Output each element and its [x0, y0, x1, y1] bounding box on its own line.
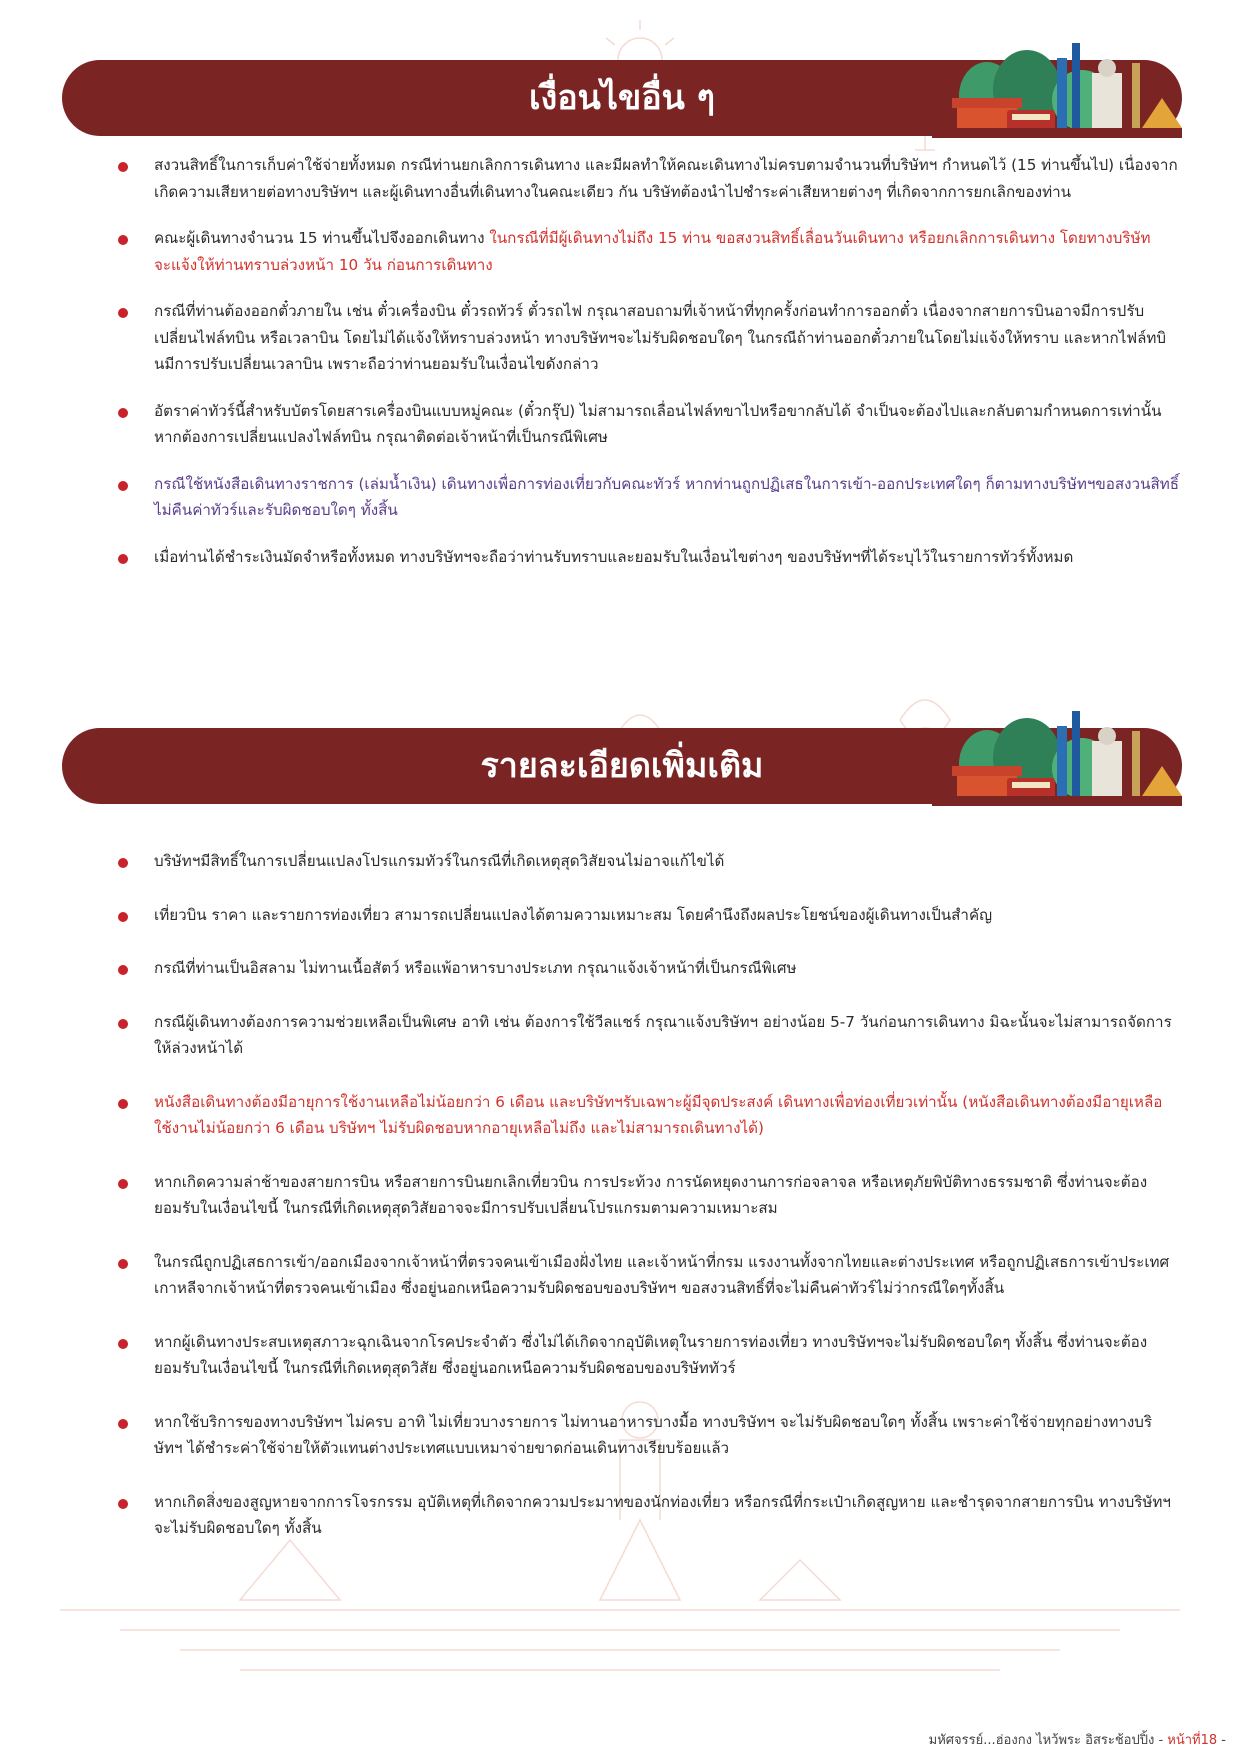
page-footer [929, 1729, 1226, 1750]
bullet-icon [118, 554, 128, 564]
list-item [110, 955, 1180, 982]
item-text: กรณีที่ท่านเป็นอิสลาม ไม่ทานเนื้อสัตว์ หรือแพ้อาหารบางประเภท กรุณาแจ้งเจ้าหน้าที่เป็นกรณีพิเศษ [154, 959, 797, 977]
list-item [110, 225, 1180, 278]
bullet-icon [118, 1099, 128, 1109]
hong-kong-skyline-illustration [932, 38, 1182, 138]
bullet-icon [118, 162, 128, 172]
item-purple-text: กรณีใช้หนังสือเดินทางราชการ (เล่มน้ำเงิน) เดินทางเพื่อการท่องเที่ยวกับคณะทัวร์ หากท่านถูกปฏิเสธในการเข้า-ออกประเทศใดๆ ก็ตามทางบริษัทฯขอสงวนสิทธิ์ไม่คืนค่าทัวร์และรับผิดชอบใดๆ ทั้งสิ้น [154, 474, 1180, 519]
bullet-icon [118, 1499, 128, 1509]
list-item [110, 1409, 1180, 1462]
bullet-icon [118, 235, 128, 245]
bullet-icon [118, 308, 128, 318]
item-text: อัตราค่าทัวร์นี้สำหรับบัตรโดยสารเครื่องบินแบบหมู่คณะ (ตั๋วกรุ๊ป) ไม่สามารถเลื่อนไฟล์ทขาไปหรือขากลับได้ จำเป็นจะต้องไปและกลับตามกำหนดการเท่านั้น หากต้องการเปลี่ยนแปลงไฟล์ทบิน กรุณาติดต่อเจ้าหน้าที่เป็นกรณีพิเศษ [154, 401, 1162, 446]
item-text: กรณีที่ท่านต้องออกตั๋วภายใน เช่น ตั๋วเครื่องบิน ตั๋วรถทัวร์ ตั๋วรถไฟ กรุณาสอบถามที่เจ้าหน้าที่ทุกครั้งก่อนทำการออกตั๋ว เนื่องจากสายการบินอาจมีการปรับเปลี่ยนไฟล์ทบิน หรือเวลาบิน โดยไม่ได้แจ้งให้ทราบล่วงหน้า ทางบริษัทฯจะไม่รับผิดชอบใดๆ ในกรณีถ้าท่านออกตั๋วภายในโดยไม่แจ้งให้ทราบ และหากไฟล์ทบินมีการปรับเปลี่ยนเวลาบิน เพราะถือว่าท่านยอมรับในเงื่อนไขดังกล่าว [154, 302, 1167, 373]
item-text: เมื่อท่านได้ชำระเงินมัดจำหรือทั้งหมด ทางบริษัทฯจะถือว่าท่านรับทราบและยอมรับในเงื่อนไขต่างๆ ของบริษัทฯที่ได้ระบุไว้ในรายการทัวร์ทั้งหมด [154, 547, 1074, 566]
page-number: หน้าที่18 [1167, 1733, 1218, 1748]
section-banner-details [62, 728, 1182, 804]
item-highlight-text: หนังสือเดินทางต้องมีอายุการใช้งานเหลือไม่น้อยกว่า 6 เดือน และบริษัทฯรับเฉพาะผู้มีจุดประสงค์ เดินทางเพื่อท่องเที่ยวเท่านั้น (หนังสือเดินทางต้องมีอายุเหลือใช้งานไม่น้อยกว่า 6 เดือน บริษัทฯ ไม่รับผิดชอบหากอายุเหลือไม่ถึง และไม่สามารถเดินทางได้) [154, 1092, 1163, 1137]
item-text: หากใช้บริการของทางบริษัทฯ ไม่ครบ อาทิ ไม่เที่ยวบางรายการ ไม่ทานอาหารบางมื้อ ทางบริษัทฯ จะไม่รับผิดชอบใดๆ ทั้งสิ้น เพราะค่าใช้จ่ายทุกอย่างทางบริษัทฯ ได้ชำระค่าใช้จ่ายให้ตัวแทนต่างประเทศแบบเหมาจ่ายขาดก่อนเดินทางเรียบร้อยแล้ว [154, 1412, 1153, 1457]
item-text: บริษัทฯมีสิทธิ์ในการเปลี่ยนแปลงโปรแกรมทัวร์ในกรณีที่เกิดเหตุสุดวิสัยจนไม่อาจแก้ไขได้ [154, 852, 725, 870]
item-text: หากเกิดความล่าช้าของสายการบิน หรือสายการบินยกเลิกเที่ยวบิน การประท้วง การนัดหยุดงานการก่อจลาจล หรือเหตุภัยพิบัติทางธรรมชาติ ซึ่งท่านจะต้องยอมรับในเงื่อนไขนี้ ในกรณีที่เกิดเหตุสุดวิสัยอาจจะมีการปรับเปลี่ยนโปรแกรมตามความเหมาะสม [154, 1172, 1148, 1217]
list-item [110, 298, 1180, 378]
section-banner-conditions [62, 60, 1182, 136]
section-title: รายละเอียดเพิ่มเติม [480, 746, 764, 786]
list-item [110, 902, 1180, 929]
hong-kong-skyline-illustration [932, 706, 1182, 806]
item-text: หากผู้เดินทางประสบเหตุสภาวะฉุกเฉินจากโรคประจำตัว ซึ่งไม่ได้เกิดจากอุบัติเหตุในรายการท่องเที่ยว ทางบริษัทฯจะไม่รับผิดชอบใดๆ ทั้งสิ้น ซึ่งท่านจะต้องยอมรับในเงื่อนไขนี้ ในกรณีที่เกิดเหตุสุดวิสัย ซึ่งอยู่นอกเหนือความรับผิดชอบของบริษัททัวร์ [154, 1332, 1148, 1377]
list-item [110, 152, 1180, 205]
list-item [110, 471, 1180, 524]
bullet-icon [118, 1339, 128, 1349]
bullet-icon [118, 1259, 128, 1269]
details-list [110, 848, 1180, 1542]
item-text: กรณีผู้เดินทางต้องการความช่วยเหลือเป็นพิเศษ อาทิ เช่น ต้องการใช้วีลแชร์ กรุณาแจ้งบริษัทฯ อย่างน้อย 5-7 วันก่อนการเดินทาง มิฉะนั้นจะไม่สามารถจัดการให้ล่วงหน้าได้ [154, 1012, 1172, 1057]
list-item [110, 848, 1180, 875]
list-item [110, 1089, 1180, 1142]
list-item [110, 1169, 1180, 1222]
list-item [110, 398, 1180, 451]
bullet-icon [118, 965, 128, 975]
list-item [110, 1329, 1180, 1382]
item-text: หากเกิดสิ่งของสูญหายจากการโจรกรรม อุบัติเหตุที่เกิดจากความประมาทของนักท่องเที่ยว หรือกรณีที่กระเป๋าเกิดสูญหาย และชำรุดจากสายการบิน ทางบริษัทฯ จะไม่รับผิดชอบใดๆ ทั้งสิ้น [154, 1492, 1171, 1537]
section-title: เงื่อนไขอื่น ๆ [529, 78, 715, 118]
list-item [110, 544, 1180, 571]
footer-tail: - [1217, 1733, 1226, 1748]
bullet-icon [118, 858, 128, 868]
bullet-icon [118, 481, 128, 491]
item-text: คณะผู้เดินทางจำนวน 15 ท่านขึ้นไปจึงออกเดินทาง [154, 229, 490, 247]
item-highlight-text: ในกรณีที่มีผู้เดินทางไม่ถึง 15 ท่าน ขอสงวนสิทธิ์เลื่อนวันเดินทาง หรือยกเลิกการเดินทาง โดยทางบริษัทจะแจ้งให้ท่านทราบล่วงหน้า 10 วัน ก่อนการเดินทาง [154, 229, 1151, 274]
list-item [110, 1009, 1180, 1062]
bullet-icon [118, 1419, 128, 1429]
bullet-icon [118, 1019, 128, 1029]
bullet-icon [118, 408, 128, 418]
bullet-icon [118, 1179, 128, 1189]
item-text: สงวนสิทธิ์ในการเก็บค่าใช้จ่ายทั้งหมด กรณีท่านยกเลิกการเดินทาง และมีผลทำให้คณะเดินทางไม่ครบตามจำนวนที่บริษัทฯ กำหนดไว้ (15 ท่านขึ้นไป) เนื่องจากเกิดความเสียหายต่อทางบริษัทฯ และผู้เดินทางอื่นที่เดินทางในคณะเดียว กัน บริษัทต้องนำไปชำระค่าเสียหายต่างๆ ที่เกิดจากการยกเลิกของท่าน [154, 156, 1178, 201]
list-item [110, 1489, 1180, 1542]
list-item [110, 1249, 1180, 1302]
footer-title: มหัศจรรย์...ฮ่องกง ไหว้พระ อิสระช้อปปิ้ง - [928, 1733, 1168, 1748]
item-text: ในกรณีถูกปฏิเสธการเข้า/ออกเมืองจากเจ้าหน้าที่ตรวจคนเข้าเมืองฝั่งไทย และเจ้าหน้าที่กรม แรงงานทั้งจากไทยและต่างประเทศ หรือถูกปฏิเสธการเข้าประเทศเกาหลีจากเจ้าหน้าที่ตรวจคนเข้าเมือง ซึ่งอยู่นอกเหนือความรับผิดชอบของบริษัทฯ ขอสงวนสิทธิ์ที่จะไม่คืนค่าทัวร์ไม่ว่ากรณีใดๆทั้งสิ้น [154, 1252, 1170, 1297]
bullet-icon [118, 912, 128, 922]
conditions-list [110, 152, 1180, 570]
item-text: เที่ยวบิน ราคา และรายการท่องเที่ยว สามารถเปลี่ยนแปลงได้ตามความเหมาะสม โดยคำนึงถึงผลประโยชน์ของผู้เดินทางเป็นสำคัญ [154, 905, 993, 924]
